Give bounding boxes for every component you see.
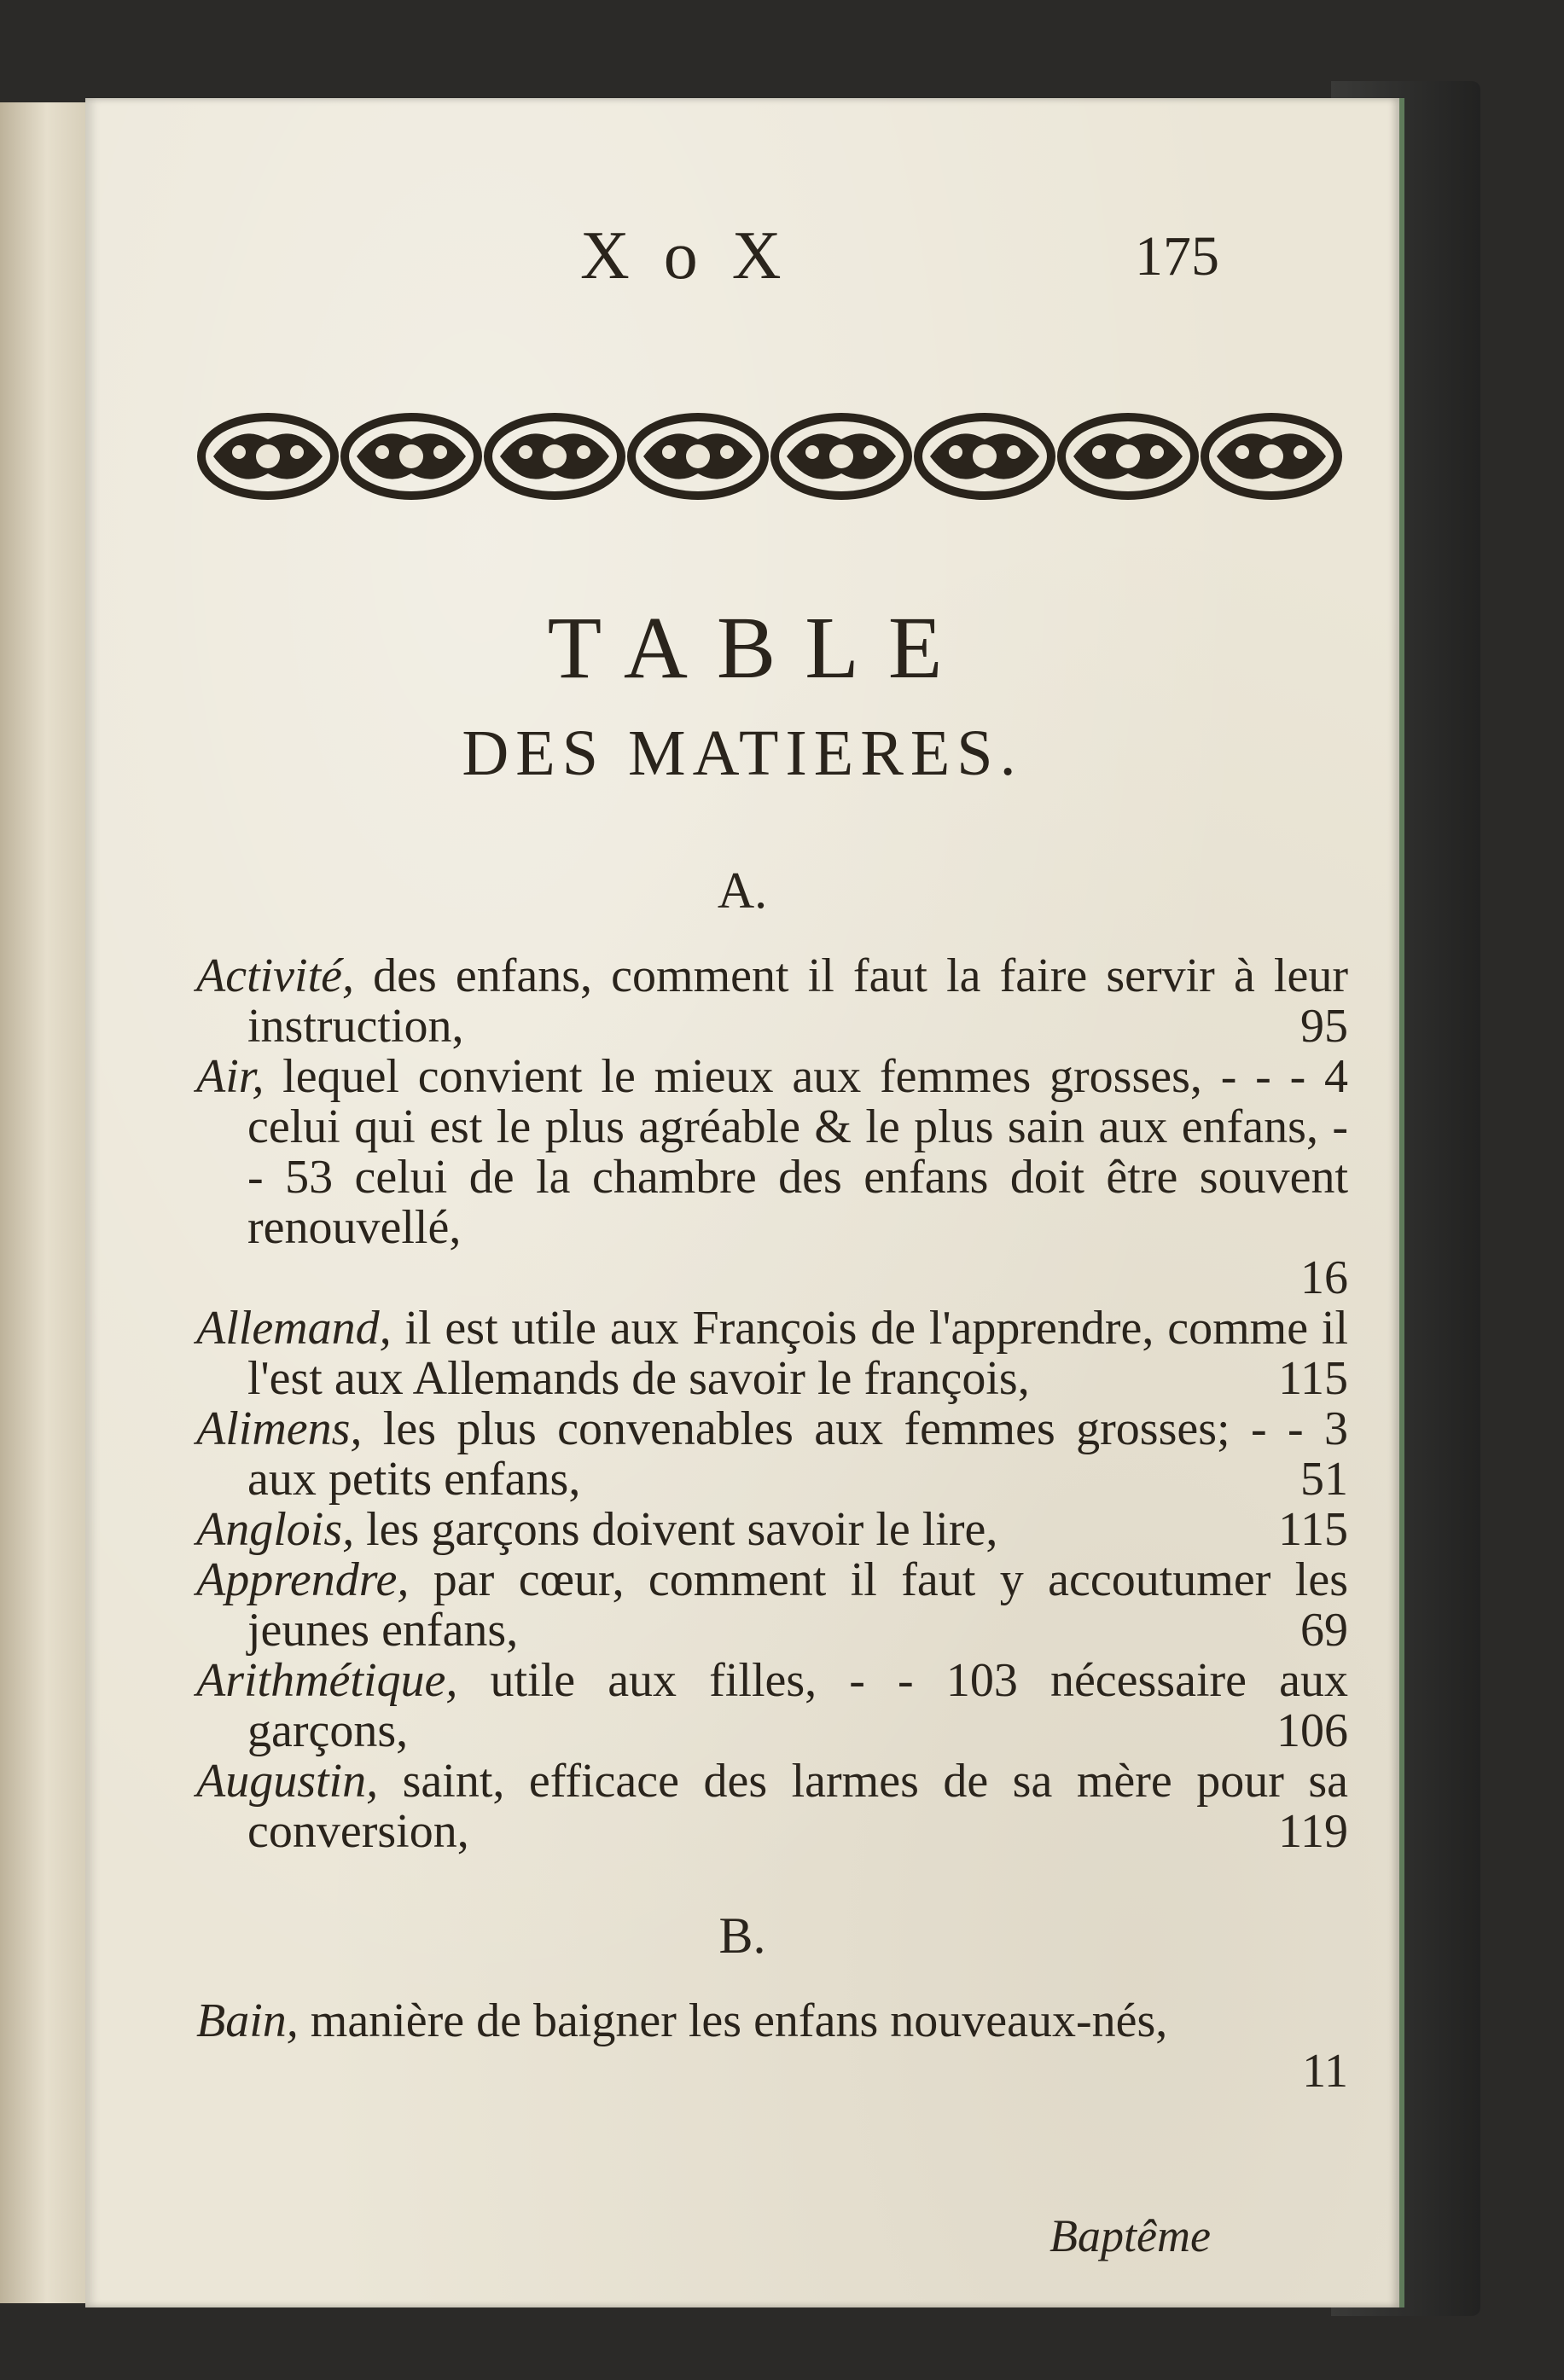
index-entry <box>196 1303 1348 1404</box>
index-entry <box>196 1756 1348 1857</box>
entry-text: les plus convenables aux femmes grosses; - - 3 aux petits enfans, <box>247 1402 1348 1506</box>
entry-page: 119 <box>1278 1805 1348 1858</box>
book-page <box>85 98 1404 2307</box>
header-ornament-mark: X o X <box>580 218 790 293</box>
index-entry <box>196 1052 1348 1303</box>
entry-term: Apprendre, <box>196 1553 410 1606</box>
index-entry <box>196 951 1348 1052</box>
catchword: Baptême <box>1049 2210 1211 2261</box>
entry-page: 69 <box>1300 1604 1348 1657</box>
index-entry <box>196 1505 1348 1555</box>
index-entry <box>196 1404 1348 1505</box>
index-entries-b <box>196 1996 1348 2097</box>
decorative-ornament-band <box>196 405 1348 508</box>
entry-page: 115 <box>1278 1352 1348 1405</box>
entry-text: des enfans, comment il faut la faire servir à leur instruction, <box>247 949 1348 1053</box>
entry-term: Augustin, <box>196 1755 379 1808</box>
entry-term: Air, <box>196 1050 265 1103</box>
entry-text: les garçons doivent savoir le lire, <box>366 1503 998 1556</box>
entry-term: Anglois, <box>196 1503 355 1556</box>
page-subtitle: DES MATIERES. <box>462 717 1023 789</box>
section-heading-b: B. <box>718 1907 766 1964</box>
entry-text: lequel convient le mieux aux femmes grosses, - - - 4 celui qui est le plus agréable & le plus sain aux enfans, - - 53 celui de la chambre des enfans doit être souvent renouvellé, <box>247 1050 1349 1254</box>
page-number: 175 <box>1135 225 1219 287</box>
running-header <box>85 218 1399 311</box>
entry-page: 16 <box>1300 1251 1348 1304</box>
entry-page: 11 <box>1302 2045 1348 2098</box>
entry-page: 115 <box>1278 1503 1348 1556</box>
entry-text: il est utile aux François de l'apprendre, comme il l'est aux Allemands de savoir le françois, <box>247 1302 1349 1405</box>
entry-page: 106 <box>1276 1704 1348 1757</box>
entry-term: Alimens, <box>196 1402 363 1455</box>
index-entry <box>196 1656 1348 1756</box>
section-heading-a: A. <box>717 862 768 919</box>
entry-term: Bain, <box>196 1994 299 2047</box>
index-entry <box>196 1996 1348 2097</box>
entry-term: Activité, <box>196 949 355 1002</box>
index-entry <box>196 1555 1348 1656</box>
index-entries-a <box>196 951 1348 1857</box>
facing-page-edge <box>0 102 88 2303</box>
entry-term: Arithmétique, <box>196 1654 458 1707</box>
page-title: TABLE <box>547 599 972 697</box>
entry-text: saint, efficace des larmes de sa mère pour sa conversion, <box>247 1755 1348 1858</box>
entry-page: 95 <box>1300 1000 1348 1053</box>
entry-term: Allemand, <box>196 1302 392 1355</box>
entry-text: manière de baigner les enfans nouveaux-nés, <box>310 1994 1168 2047</box>
entry-page: 51 <box>1300 1453 1348 1506</box>
entry-text: par cœur, comment il faut y accoutumer les jeunes enfans, <box>247 1553 1348 1657</box>
entry-text: utile aux filles, - - 103 nécessaire aux garçons, <box>247 1654 1349 1757</box>
